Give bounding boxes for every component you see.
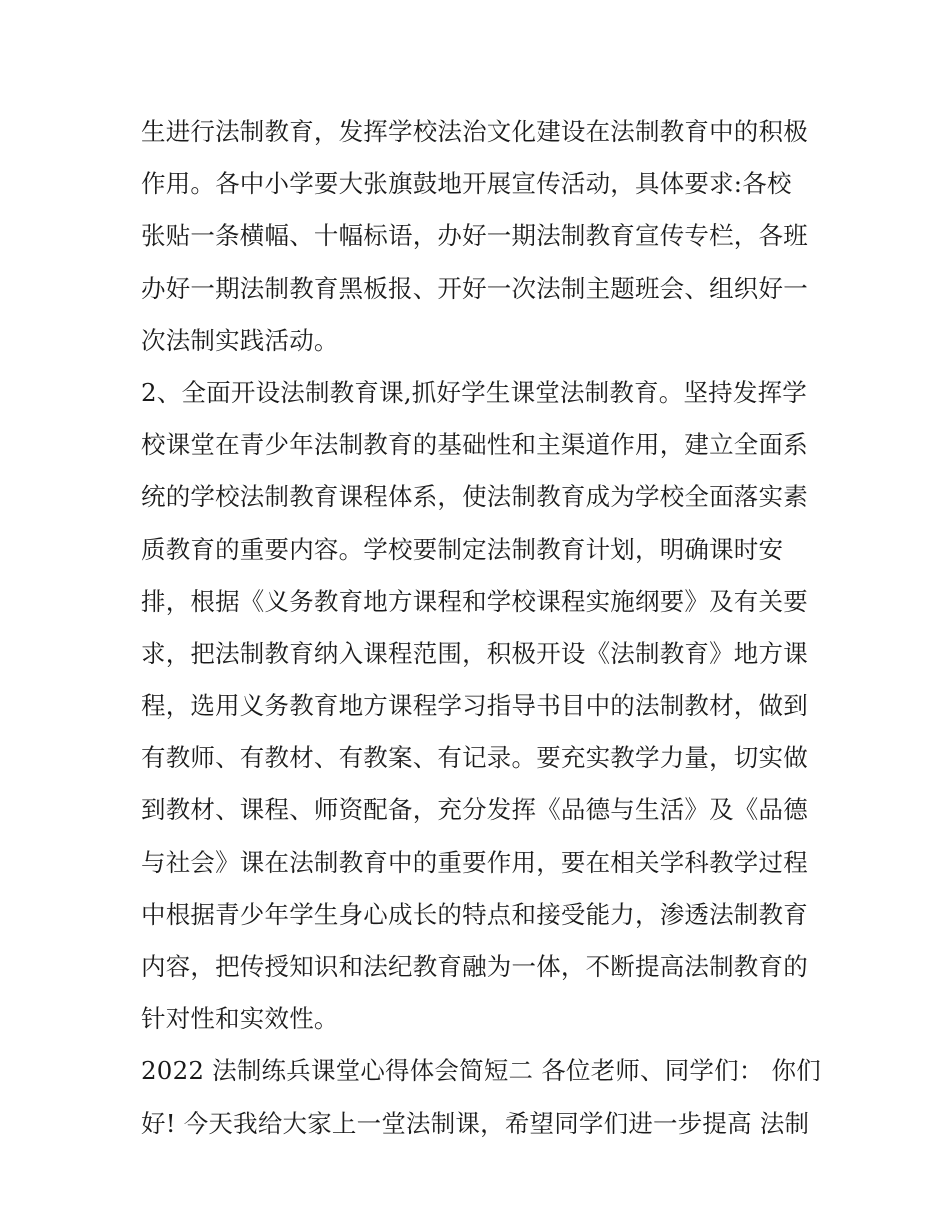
text-line: 到教材、课程、师资配备，充分发挥《品德与生活》及《品德 bbox=[141, 795, 808, 825]
text-line: 统的学校法制教育课程体系，使法制教育成为学校全面落实素 bbox=[141, 482, 808, 512]
text-line: 次法制实践活动。 bbox=[141, 325, 339, 355]
text-line: 针对性和实效性。 bbox=[141, 1004, 339, 1034]
text-line: 2、全面开设法制教育课,抓好学生课堂法制教育。坚持发挥学 bbox=[141, 377, 807, 407]
text-line: 张贴一条横幅、十幅标语，办好一期法制教育宣传专栏，各班 bbox=[141, 221, 808, 251]
text-line: 求，把法制教育纳入课程范围，积极开设《法制教育》地方课 bbox=[141, 638, 808, 668]
text-line: 有教师、有教材、有教案、有记录。要充实教学力量，切实做 bbox=[141, 743, 808, 773]
body-text bbox=[141, 106, 821, 1150]
text-line: 生进行法制教育，发挥学校法治文化建设在法制教育中的积极 bbox=[141, 117, 808, 146]
text-line: 办好一期法制教育黑板报、开好一次法制主题班会、组织好一 bbox=[141, 273, 808, 303]
text-line: 与社会》课在法制教育中的重要作用，要在相关学科教学过程 bbox=[141, 847, 808, 877]
text-line: 校课堂在青少年法制教育的基础性和主渠道作用，建立全面系 bbox=[141, 430, 808, 460]
text-line: 中根据青少年学生身心成长的特点和接受能力，渗透法制教育 bbox=[141, 899, 808, 929]
text-line: 作用。各中小学要大张旗鼓地开展宣传活动，具体要求:各校 bbox=[141, 169, 792, 199]
text-line: 排，根据《义务教育地方课程和学校课程实施纲要》及有关要 bbox=[141, 586, 808, 616]
text-line: 程，选用义务教育地方课程学习指导书目中的法制教材，做到 bbox=[141, 691, 808, 721]
text-line: 2022 法制练兵课堂心得体会简短二 各位老师、同学们： 你们 bbox=[141, 1056, 821, 1086]
text-line: 内容，把传授知识和法纪教育融为一体，不断提高法制教育的 bbox=[141, 952, 808, 981]
text-line: 质教育的重要内容。学校要制定法制教育计划，明确课时安 bbox=[141, 534, 784, 564]
text-line: 好! 今天我给大家上一堂法制课，希望同学们进一步提高 法制 bbox=[141, 1108, 810, 1138]
